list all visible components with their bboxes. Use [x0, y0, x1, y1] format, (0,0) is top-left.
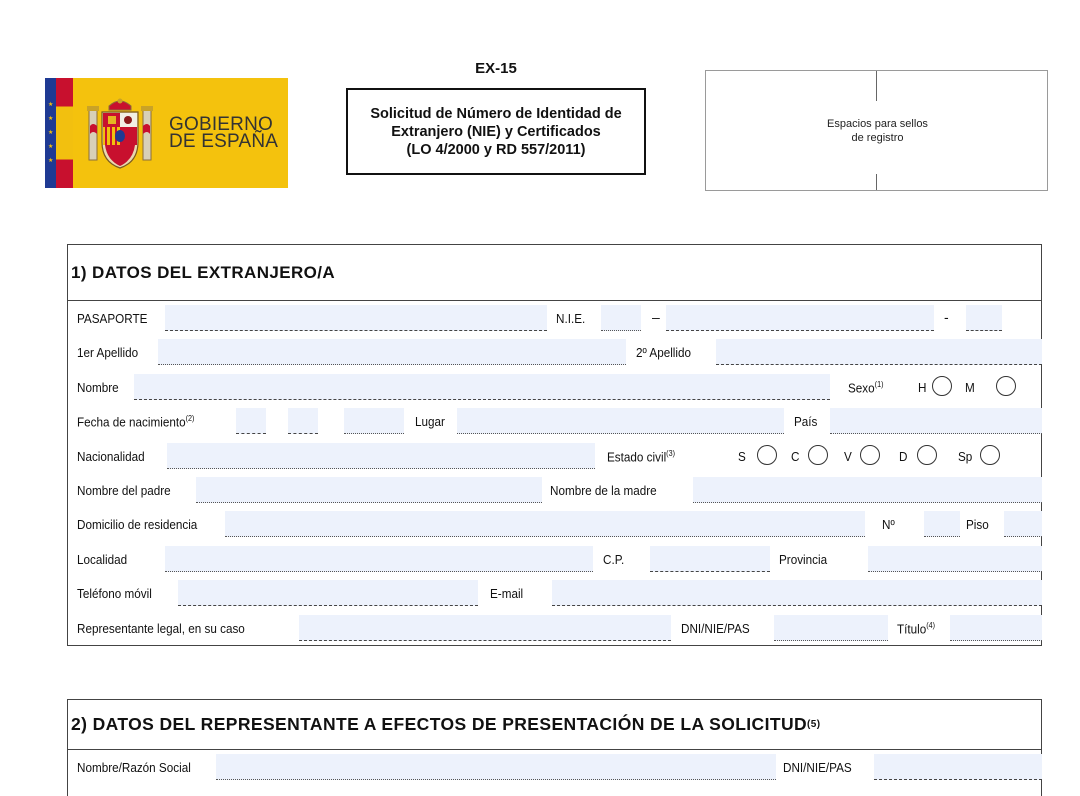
label-representante: Representante legal, en su caso: [77, 620, 245, 636]
label-estado-sp: Sp: [958, 448, 973, 464]
form-row-nacimiento: [68, 404, 1041, 438]
label-dni-representante-solicitud: DNI/NIE/PAS: [783, 760, 852, 775]
representante-input[interactable]: [299, 615, 671, 641]
label-localidad: Localidad: [77, 551, 128, 567]
label-dni-representante: DNI/NIE/PAS: [681, 620, 750, 636]
label-estado-s: S: [738, 448, 746, 464]
form-row-nombre: [68, 370, 1041, 404]
pasaporte-input[interactable]: [165, 305, 547, 331]
label-titulo: Título$^{(4)}$: [897, 620, 936, 636]
label-lugar: Lugar: [415, 414, 445, 430]
provincia-input[interactable]: [868, 546, 1042, 572]
apellido2-input[interactable]: [716, 339, 1042, 365]
label-provincia: Provincia: [779, 551, 828, 567]
cp-input[interactable]: [650, 546, 770, 572]
section-datos-extranjero: [67, 244, 1042, 646]
label-estado-civil: Estado civil$^{(3)}$: [607, 448, 675, 464]
stamp-box-text: Espacios para sellos de registro: [827, 118, 928, 144]
label-estado-c: C: [791, 448, 800, 464]
label-sexo-h: H: [918, 379, 927, 395]
form-title-line: Solicitud de Número de Identidad de: [370, 105, 622, 122]
nie-letter-input[interactable]: [966, 305, 1002, 331]
nie-separator-2: -: [944, 309, 949, 325]
nombre-padre-input[interactable]: [196, 477, 542, 503]
nombre-madre-input[interactable]: [693, 477, 1042, 503]
label-sexo-m: M: [965, 379, 975, 395]
dni-representante-input[interactable]: [774, 615, 888, 641]
label-fecha-nacimiento: Fecha de nacimiento$^{(2)}$: [77, 414, 195, 430]
label-pasaporte: PASAPORTE: [77, 311, 148, 326]
label-estado-v: V: [844, 448, 852, 464]
coat-of-arms-icon: [87, 96, 153, 170]
label-domicilio: Domicilio de residencia: [77, 517, 198, 533]
label-nombre-razon-social: Nombre/Razón Social: [77, 760, 191, 775]
label-apellido1: 1er Apellido: [77, 345, 139, 361]
form-row-apellidos: [68, 335, 1041, 369]
nie-number-input[interactable]: [666, 305, 934, 331]
fecha-mes-input[interactable]: [288, 408, 318, 434]
label-nombre: Nombre: [77, 379, 119, 395]
logo-text: GOBIERNO DE ESPAÑA: [169, 114, 279, 152]
sexo-m-radio[interactable]: [996, 376, 1016, 396]
lugar-input[interactable]: [457, 408, 784, 434]
form-title-line: (LO 4/2000 y RD 557/2011): [406, 141, 586, 158]
label-cp: C.P.: [603, 551, 625, 567]
nie-prefix-input[interactable]: [601, 305, 641, 331]
telefono-input[interactable]: [178, 580, 478, 606]
form-title-line: Extranjero (NIE) y Certificados: [391, 123, 601, 140]
apellido1-input[interactable]: [158, 339, 626, 365]
label-sexo: Sexo$^{(1)}$: [848, 379, 884, 396]
estado-separado-radio[interactable]: [980, 445, 1000, 465]
nacionalidad-input[interactable]: [167, 443, 595, 469]
gobierno-espana-logo: [45, 78, 288, 188]
flag-stripe: ★ ★ ★ ★ ★: [45, 78, 73, 188]
form-row-representante: [68, 611, 1041, 645]
label-apellido2: 2º Apellido: [636, 345, 692, 361]
domicilio-input[interactable]: [225, 511, 865, 537]
form-row-razon-social: [68, 750, 1041, 784]
label-nacionalidad: Nacionalidad: [77, 448, 145, 464]
form-code: EX-15: [475, 60, 517, 77]
label-nombre-padre: Nombre del padre: [77, 482, 171, 498]
nombre-input[interactable]: [134, 374, 830, 400]
estado-soltero-radio[interactable]: [757, 445, 777, 465]
registry-stamp-box: [705, 70, 1048, 191]
piso-input[interactable]: [1004, 511, 1042, 537]
numero-input[interactable]: [924, 511, 960, 537]
label-nombre-madre: Nombre de la madre: [550, 482, 657, 498]
pais-input[interactable]: [830, 408, 1042, 434]
fecha-anio-input[interactable]: [344, 408, 404, 434]
estado-casado-radio[interactable]: [808, 445, 828, 465]
label-email: E-mail: [490, 586, 524, 602]
sexo-h-radio[interactable]: [932, 376, 952, 396]
titulo-input[interactable]: [950, 615, 1042, 641]
label-numero: Nº: [882, 517, 895, 533]
label-nie: N.I.E.: [556, 311, 586, 326]
form-row-nacionalidad: [68, 439, 1041, 473]
section-datos-representante: [67, 699, 1042, 796]
fecha-dia-input[interactable]: [236, 408, 266, 434]
estado-viudo-radio[interactable]: [860, 445, 880, 465]
localidad-input[interactable]: [165, 546, 593, 572]
section-title: 1) DATOS DEL EXTRANJERO/A: [68, 245, 1041, 301]
nombre-razon-social-input[interactable]: [216, 754, 776, 780]
label-telefono: Teléfono móvil: [77, 586, 152, 602]
form-row-padres: [68, 473, 1041, 507]
nie-separator: –: [652, 309, 660, 325]
form-row-contacto: [68, 576, 1041, 610]
estado-divorciado-radio[interactable]: [917, 445, 937, 465]
form-row-localidad: [68, 542, 1041, 576]
dni-representante-solicitud-input[interactable]: [874, 754, 1042, 780]
section-title: 2) DATOS DEL REPRESENTANTE A EFECTOS DE PRESENTACIÓN DE LA SOLICITUD (5): [68, 700, 1041, 750]
email-input[interactable]: [552, 580, 1042, 606]
label-estado-d: D: [899, 448, 908, 464]
form-row-pasaporte: [68, 301, 1041, 335]
label-pais: País: [794, 414, 818, 430]
form-title-box: [346, 88, 646, 175]
label-piso: Piso: [966, 517, 989, 533]
form-row-domicilio: [68, 507, 1041, 541]
